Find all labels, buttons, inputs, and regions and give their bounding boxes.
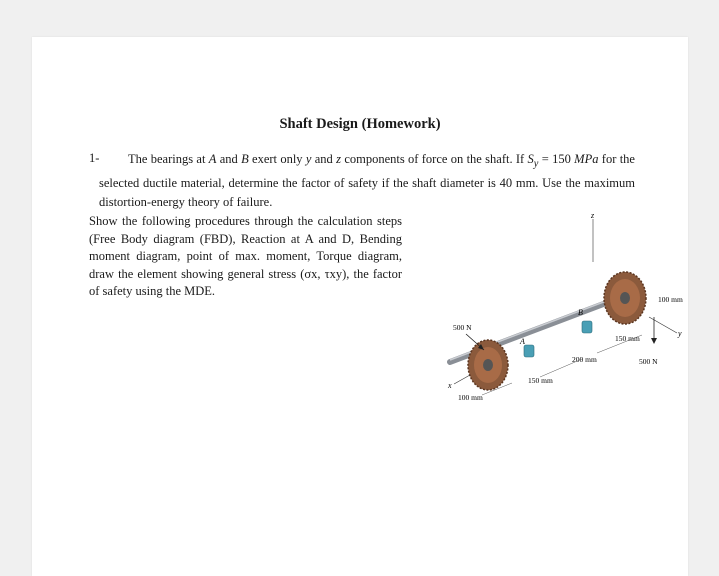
question-number: 1- [89, 151, 100, 165]
dim-200mm: 200 mm [572, 355, 597, 364]
page-title: Shaft Design (Homework) [279, 116, 441, 132]
x-axis-label: x [448, 381, 452, 390]
force-left-label: 500 N [453, 323, 472, 332]
dim-150mm-left: 150 mm [528, 376, 553, 385]
document-page [32, 37, 688, 576]
bearing-b-icon [582, 321, 592, 333]
point-b-label: B [578, 308, 583, 317]
y-axis-label: y [678, 329, 682, 338]
x-axis-line [454, 375, 470, 384]
dim-100mm-left: 100 mm [458, 393, 483, 402]
dim-line-a [540, 359, 582, 377]
bearing-a-icon [524, 345, 534, 357]
dim-100mm-right: 100 mm [658, 295, 683, 304]
shaft-diagram [412, 207, 687, 407]
force-right-label: 500 N [639, 357, 658, 366]
question-text: The bearings at A and B exert only y and z components of force on the shaft. If $S_y = 150$ MPa for the selected ductile material, determine the factor of safety if the shaft diameter is 40 mm. Use the maximum distortion-energy theory of failure. [99, 152, 635, 209]
procedure-text: Show the following procedures through the calculation steps (Free Body diagram (FBD), Reaction at A and D, Bending moment diagram, point of max. moment, Torque diagram, draw the element showing general stress (σx, τxy), the factor of safety using the MDE. [89, 214, 402, 298]
left-gear-icon [468, 340, 508, 390]
right-gear-icon [604, 272, 646, 324]
point-a-label: A [520, 337, 525, 346]
z-axis-label: z [591, 211, 595, 220]
y-axis-line [649, 317, 677, 333]
dim-150mm-right: 150 mm [615, 334, 640, 343]
